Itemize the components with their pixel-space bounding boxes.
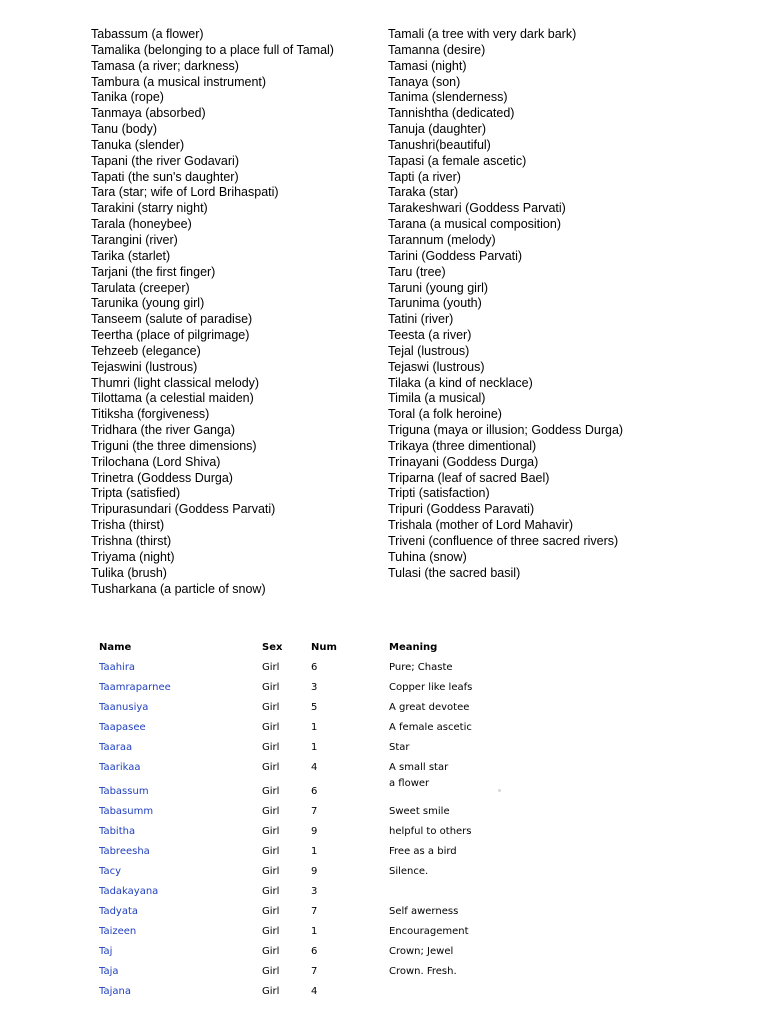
list-item: Tarika (starlet) — [91, 248, 171, 263]
num-cell: 1 — [311, 722, 318, 733]
table-row — [0, 846, 768, 866]
list-item: Toral (a folk heroine) — [388, 407, 502, 422]
name-link[interactable]: Taja — [99, 966, 119, 977]
meaning-cell: Star — [389, 742, 410, 753]
name-link[interactable]: Tabassum — [99, 786, 149, 797]
sex-cell: Girl — [262, 662, 280, 673]
num-cell: 7 — [311, 906, 318, 917]
table-row — [0, 906, 768, 926]
num-cell: 6 — [311, 786, 318, 797]
list-item: Tapti (a river) — [388, 169, 461, 184]
sex-cell: Girl — [262, 986, 280, 997]
list-item: Tusharkana (a particle of snow) — [91, 581, 266, 596]
num-cell: 4 — [311, 762, 318, 773]
list-item: Tannishtha (dedicated) — [388, 106, 515, 121]
list-item: Tapani (the river Godavari) — [91, 153, 239, 168]
list-item: Tamasa (a river; darkness) — [91, 58, 239, 73]
table-row — [0, 682, 768, 702]
list-item: Trinetra (Goddess Durga) — [91, 470, 233, 485]
header-sex: Sex — [262, 642, 283, 653]
list-item: Trisha (thirst) — [91, 518, 165, 533]
names-list-right — [388, 27, 623, 582]
list-item: Tarannum (melody) — [388, 232, 496, 247]
sex-cell: Girl — [262, 826, 280, 837]
list-item: Tilaka (a kind of necklace) — [388, 375, 533, 390]
table-row — [0, 986, 768, 1006]
list-item: Tuhina (snow) — [388, 549, 467, 564]
list-item: Tara (star; wife of Lord Brihaspati) — [91, 185, 279, 200]
list-item: Tejal (lustrous) — [388, 343, 470, 358]
list-item: Triguna (maya or illusion; Goddess Durga) — [388, 423, 624, 438]
list-item: Timila (a musical) — [388, 391, 486, 406]
list-item: Tarini (Goddess Parvati) — [388, 248, 523, 263]
list-item: Trishna (thirst) — [91, 534, 172, 548]
list-item: Tejaswi (lustrous) — [388, 359, 485, 374]
list-item: Tanaya (son) — [388, 74, 461, 89]
sex-cell: Girl — [262, 846, 280, 857]
meaning-cell: A female ascetic — [389, 722, 472, 733]
list-item: Tarunika (young girl) — [91, 296, 205, 311]
num-cell: 9 — [311, 866, 318, 877]
sex-cell: Girl — [262, 906, 280, 917]
num-cell: 7 — [311, 806, 318, 817]
name-link[interactable]: Taizeen — [99, 926, 137, 937]
list-item: Thumri (light classical melody) — [91, 375, 260, 390]
sex-cell: Girl — [262, 946, 280, 957]
sex-cell: Girl — [262, 866, 280, 877]
table-row — [0, 926, 768, 946]
list-item: Tanushri(beautiful) — [388, 137, 491, 152]
list-item: Triparna (leaf of sacred Bael) — [388, 470, 550, 485]
num-cell: 9 — [311, 826, 318, 837]
num-cell: 3 — [311, 682, 318, 693]
list-item: Triguni (the three dimensions) — [91, 438, 257, 453]
list-item: Tejaswini (lustrous) — [91, 359, 198, 374]
list-item: Trilochana (Lord Shiva) — [91, 454, 221, 469]
list-item: Tanuka (slender) — [91, 137, 185, 152]
header-num: Num — [311, 642, 337, 653]
meaning-cell: Crown. Fresh. — [389, 966, 457, 977]
name-link[interactable]: Taanusiya — [99, 702, 149, 713]
table-row — [0, 806, 768, 826]
sex-cell: Girl — [262, 722, 280, 733]
meaning-cell: Crown; Jewel — [389, 946, 454, 957]
sex-cell: Girl — [262, 966, 280, 977]
table-header-row — [0, 642, 768, 662]
name-link[interactable]: Taaraa — [99, 742, 133, 753]
name-link[interactable]: Tabitha — [99, 826, 136, 837]
list-item: Tarala (honeybee) — [91, 217, 192, 232]
list-item: Tulika (brush) — [91, 565, 167, 580]
meaning-cell: Self awerness — [389, 906, 459, 917]
list-item: Tarana (a musical composition) — [388, 217, 561, 232]
num-cell: 1 — [311, 742, 318, 753]
list-item: Tarulata (creeper) — [91, 280, 190, 295]
names-list-left — [91, 27, 334, 597]
table-row — [0, 866, 768, 886]
list-item: Tripta (satisfied) — [91, 486, 181, 501]
list-item: Tulasi (the sacred basil) — [388, 565, 521, 580]
num-cell: 6 — [311, 662, 318, 673]
meaning-cell: Encouragement — [389, 926, 469, 937]
list-item: Tanuja (daughter) — [388, 122, 486, 137]
list-item: Tehzeeb (elegance) — [91, 343, 201, 358]
name-link[interactable]: Tabreesha — [99, 846, 150, 857]
table-row — [0, 762, 768, 784]
sex-cell: Girl — [262, 786, 280, 797]
table-row — [0, 742, 768, 762]
list-item: Trishala (mother of Lord Mahavir) — [388, 518, 574, 533]
num-cell: 5 — [311, 702, 318, 713]
name-link[interactable]: Tadyata — [99, 906, 139, 917]
names-table — [0, 642, 768, 1006]
list-item: Teertha (place of pilgrimage) — [91, 328, 250, 343]
name-link[interactable]: Taarikaa — [99, 762, 141, 773]
list-item: Tanika (rope) — [91, 90, 164, 105]
table-row — [0, 886, 768, 906]
list-item: Tarunima (youth) — [388, 296, 482, 311]
sex-cell: Girl — [262, 682, 280, 693]
list-item: Tanima (slenderness) — [388, 90, 508, 105]
meaning-cell: Copper like leafs — [389, 682, 473, 693]
list-item: Triveni (confluence of three sacred rivers) — [388, 534, 619, 548]
list-item: Tarangini (river) — [91, 232, 178, 247]
name-link[interactable]: Taj — [99, 946, 113, 957]
list-item: Tarakeshwari (Goddess Parvati) — [388, 201, 566, 216]
num-cell: 1 — [311, 846, 318, 857]
stray-dot — [498, 789, 501, 792]
sex-cell: Girl — [262, 806, 280, 817]
list-item: Tanseem (salute of paradise) — [91, 312, 253, 327]
list-item: Tapati (the sun's daughter) — [91, 169, 239, 184]
list-item: Tarjani (the first finger) — [91, 264, 216, 279]
list-item: Tripurasundari (Goddess Parvati) — [91, 502, 276, 517]
table-row — [0, 826, 768, 846]
list-item: Teesta (a river) — [388, 328, 472, 343]
list-item: Tarakini (starry night) — [91, 201, 208, 216]
sex-cell: Girl — [262, 762, 280, 773]
list-item: Tanmaya (absorbed) — [91, 106, 206, 121]
list-item: Tamali (a tree with very dark bark) — [388, 27, 577, 41]
table-row — [0, 662, 768, 682]
name-link[interactable]: Tajana — [99, 986, 131, 997]
num-cell: 6 — [311, 946, 318, 957]
list-item: Tamalika (belonging to a place full of Tamal) — [91, 42, 334, 57]
sex-cell: Girl — [262, 742, 280, 753]
meaning-cell: Free as a bird — [389, 846, 457, 857]
list-item: Triyama (night) — [91, 549, 175, 564]
table-row — [0, 966, 768, 986]
list-item: Tanu (body) — [91, 122, 158, 137]
list-item: Tridhara (the river Ganga) — [91, 423, 236, 438]
list-item: Tilottama (a celestial maiden) — [91, 391, 254, 406]
list-item: Tapasi (a female ascetic) — [388, 153, 527, 168]
meaning-cell: Pure; Chaste — [389, 662, 453, 673]
name-link[interactable]: Tadakayana — [99, 886, 159, 897]
meaning-cell: A great devotee — [389, 702, 470, 713]
meaning-cell: Silence. — [389, 866, 429, 877]
list-item: Tambura (a musical instrument) — [91, 74, 267, 89]
name-link[interactable]: Taahira — [99, 662, 136, 673]
list-item: Tripuri (Goddess Paravati) — [388, 502, 535, 517]
sex-cell: Girl — [262, 886, 280, 897]
table-row — [0, 778, 768, 806]
list-item: Tamanna (desire) — [388, 42, 486, 57]
list-item: Tamasi (night) — [388, 58, 467, 73]
list-item: Trikaya (three dimentional) — [388, 438, 537, 453]
header-meaning: Meaning — [389, 642, 438, 653]
num-cell: 1 — [311, 926, 318, 937]
list-item: Taru (tree) — [388, 264, 446, 279]
table-row — [0, 722, 768, 742]
sex-cell: Girl — [262, 702, 280, 713]
name-link[interactable]: Taamraparnee — [99, 682, 171, 693]
num-cell: 4 — [311, 986, 318, 997]
list-item: Titiksha (forgiveness) — [91, 407, 210, 422]
meaning-cell: helpful to others — [389, 826, 472, 837]
list-item: Tatini (river) — [388, 312, 454, 327]
meaning-cell-continued: a flower — [389, 778, 430, 789]
list-item: Tripti (satisfaction) — [388, 486, 490, 501]
meaning-cell: A small star — [389, 762, 449, 773]
name-link[interactable]: Tacy — [99, 866, 121, 877]
num-cell: 7 — [311, 966, 318, 977]
list-item: Tabassum (a flower) — [91, 27, 204, 41]
name-link[interactable]: Tabasumm — [99, 806, 154, 817]
list-item: Taraka (star) — [388, 185, 459, 200]
list-item: Trinayani (Goddess Durga) — [388, 454, 539, 469]
sex-cell: Girl — [262, 926, 280, 937]
table-row — [0, 702, 768, 722]
header-name: Name — [99, 642, 132, 653]
table-row — [0, 946, 768, 966]
list-item: Taruni (young girl) — [388, 280, 489, 295]
num-cell: 3 — [311, 886, 318, 897]
meaning-cell: Sweet smile — [389, 806, 450, 817]
name-link[interactable]: Taapasee — [99, 722, 146, 733]
